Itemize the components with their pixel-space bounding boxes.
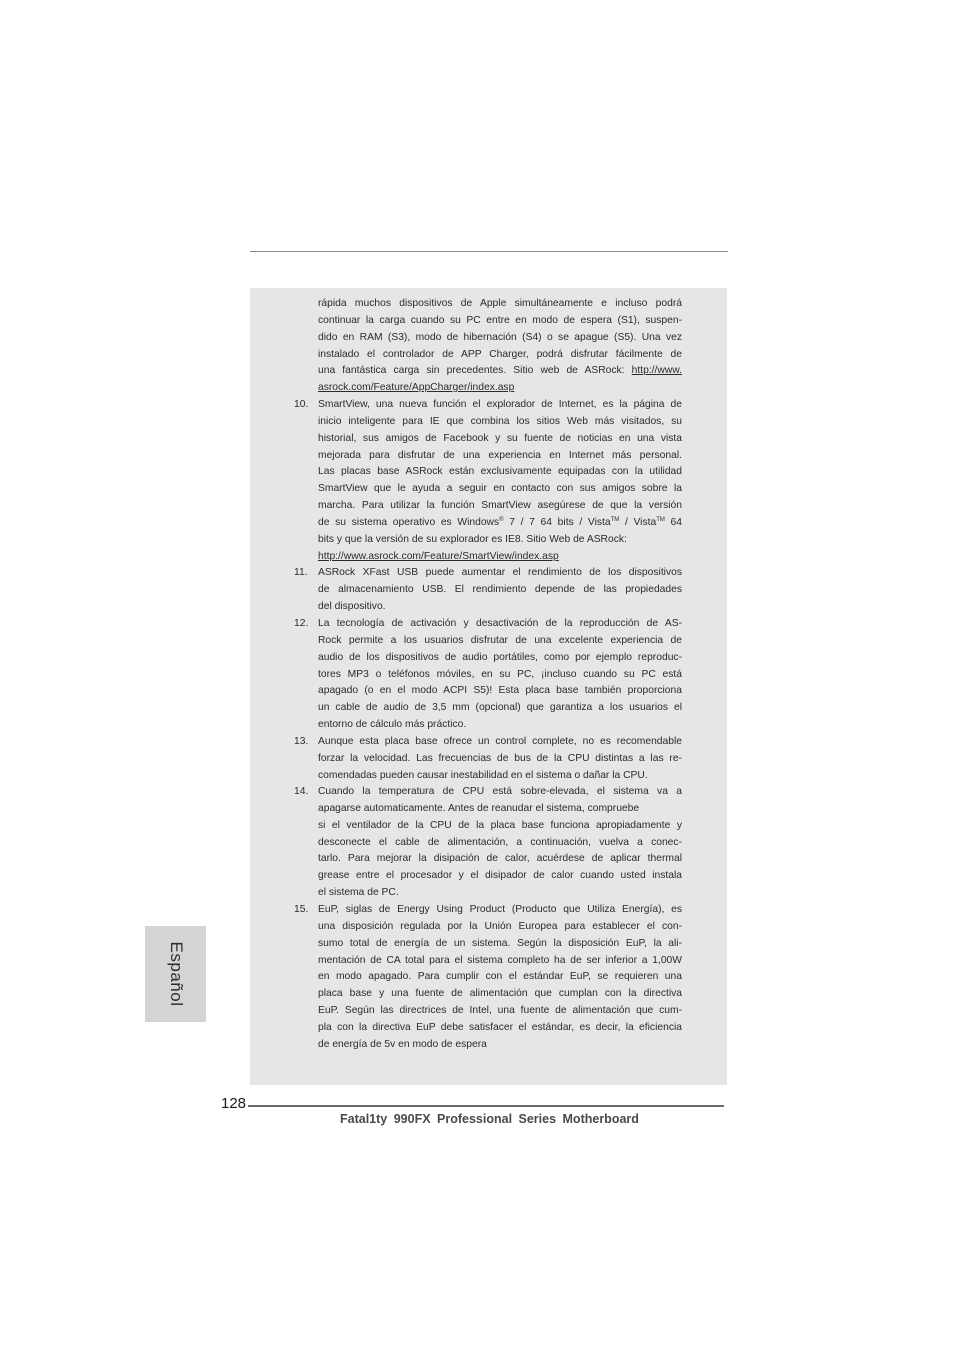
text-line: marcha. Para utilizar la función SmartView asegúrese de que la versión <box>318 500 682 512</box>
text-line: mentación de CA total para el sistema completo ha de ser inferior a 1,00W <box>318 954 682 966</box>
footer-title: Fatal1ty 990FX Professional Series Motherboard <box>340 1112 639 1126</box>
text-line: Rock permite a los usuarios disfrutar de una excelente experiencia de <box>318 634 682 646</box>
item-text <box>318 565 682 616</box>
appcharger-link-start[interactable]: http://www. <box>631 365 682 377</box>
text-line: placa base y una fuente de alimentación que cumplan con la directiva <box>318 988 682 1000</box>
text-line: La tecnología de activación y desactivación de la reproducción de AS- <box>318 618 682 629</box>
item-text <box>318 902 682 1054</box>
text-line: de almacenamiento USB. El rendimiento depende de las propiedades <box>318 583 682 595</box>
appcharger-link[interactable]: asrock.com/Feature/AppCharger/index.asp <box>318 382 515 394</box>
item-number: 12. <box>294 618 309 629</box>
text-fragment: una fantástica carga sin precedentes. Sitio web de ASRock: <box>318 365 632 377</box>
content-box <box>250 288 727 1085</box>
text-line: Cuando la temperatura de CPU está sobre-elevada, el sistema va a <box>318 786 682 797</box>
text-line: desconecte el cable de alimentación, a continuación, vuelva a conec- <box>318 836 682 848</box>
item-text <box>318 616 682 734</box>
text-line <box>318 363 682 380</box>
item-number: 11. <box>294 567 308 578</box>
text-line: SmartView que le ayuda a seguir en contacto con sus amigos sobre la <box>318 483 682 495</box>
text-line: audio de los dispositivos de audio portátiles, como por ejemplo reproduc- <box>318 651 682 663</box>
text-line: pla con la directiva EuP debe satisfacer el estándar, es decir, la eficiencia <box>318 1021 682 1033</box>
text-line: EuP, siglas de Energy Using Product (Producto que Utiliza Energía), es <box>318 904 682 915</box>
smartview-link[interactable]: http://www.asrock.com/Feature/SmartView/index.asp <box>318 550 559 562</box>
item-number: 13. <box>294 736 309 747</box>
text-line: apagado (o en el modo ACPI S5)! Esta placa base también proporciona <box>318 685 682 697</box>
text-line: tarlo. Para mejorar la disipación de calor, acuérdese de aplicar thermal <box>318 853 682 865</box>
text-line: un cable de audio de 3,5 mm (opcional) que garantiza a los usuarios el <box>318 702 682 714</box>
text-fragment: / Vista <box>619 516 657 528</box>
text-line: instalado el controlador de APP Charger, podrá disfrutar fácilmente de <box>318 348 682 360</box>
text-line <box>318 515 682 532</box>
trademark-mark: TM <box>656 516 665 523</box>
text-line: en modo apagado. Para cumplir con el estándar EuP, se requieren una <box>318 971 682 983</box>
trademark-mark: TM <box>610 516 620 523</box>
text-line: el sistema de PC. <box>318 887 399 899</box>
language-label: Español <box>166 941 186 1007</box>
text-line: continuar la carga cuando su PC entre en modo de espera (S1), suspen- <box>318 314 682 326</box>
language-side-tab <box>145 926 206 1022</box>
page-number: 128 <box>221 1095 247 1112</box>
text-line: rápida muchos dispositivos de Apple simultáneamente e incluso podrá <box>318 298 682 309</box>
text-line: Las placas base ASRock están exclusivamente equipadas con la utilidad <box>318 466 682 478</box>
top-rule <box>250 251 728 252</box>
item-number: 15. <box>294 904 309 915</box>
bottom-rule <box>248 1105 724 1107</box>
item-text <box>318 734 682 785</box>
item-text <box>318 784 682 902</box>
text-line: sumo total de energía de un sistema. Según la disposición EuP, la ali- <box>318 937 682 949</box>
text-line: apagarse automaticamente. Antes de reanudar el sistema, compruebe <box>318 802 640 814</box>
text-line: si el ventilador de la CPU de la placa base funciona apropiadamente y <box>318 819 682 831</box>
text-line: dido en RAM (S3), modo de hibernación (S4) o se apague (S5). Una vez <box>318 331 682 343</box>
registered-mark: ® <box>499 516 504 523</box>
item-number: 14. <box>294 786 309 797</box>
text-line: de energía de 5v en modo de espera <box>318 1038 487 1050</box>
text-line: del dispositivo. <box>318 600 386 612</box>
text-line: historial, sus amigos de Facebook y su fuente de noticias en una vista <box>318 432 682 444</box>
item-text <box>318 397 682 565</box>
text-line: tores MP3 o teléfonos móviles, en su PC, ¡incluso cuando su PC está <box>318 668 682 680</box>
item-number: 10. <box>294 399 309 410</box>
text-line: inicio inteligente para IE que combina los sitios Web más visitados, su <box>318 415 682 427</box>
text-line: comendadas pueden causar inestabilidad en el sistema o dañar la CPU. <box>318 769 648 781</box>
text-fragment: 64 <box>664 516 682 528</box>
text-line: bits y que la versión de su explorador es IE8. Sitio Web de ASRock: <box>318 533 627 545</box>
text-line: EuP. Según las directrices de Intel, una fuente de alimentación que cum- <box>318 1005 682 1017</box>
text-line: mejorada para disfrutar de una experiencia en Internet más personal. <box>318 449 682 461</box>
text-fragment: de su sistema operativo es Windows <box>318 516 500 528</box>
text-line: forzar la velocidad. Las frecuencias de bus de la CPU distintas a las re- <box>318 752 682 764</box>
text-line: entorno de cálculo más práctico. <box>318 719 467 731</box>
text-line: grease entre el procesador y el disipador de calor cuando usted instala <box>318 870 682 882</box>
text-line: SmartView, una nueva función el explorador de Internet, es la página de <box>318 399 682 410</box>
text-line: una disposición regulada por la Unión Europea para establecer el con- <box>318 920 682 932</box>
text-line: Aunque esta placa base ofrece un control complete, no es recomendable <box>318 736 682 747</box>
item-text <box>318 296 682 397</box>
text-fragment: 7 / 7 64 bits / Vista <box>503 516 611 528</box>
text-line: ASRock XFast USB puede aumentar el rendimiento de los dispositivos <box>318 567 682 578</box>
